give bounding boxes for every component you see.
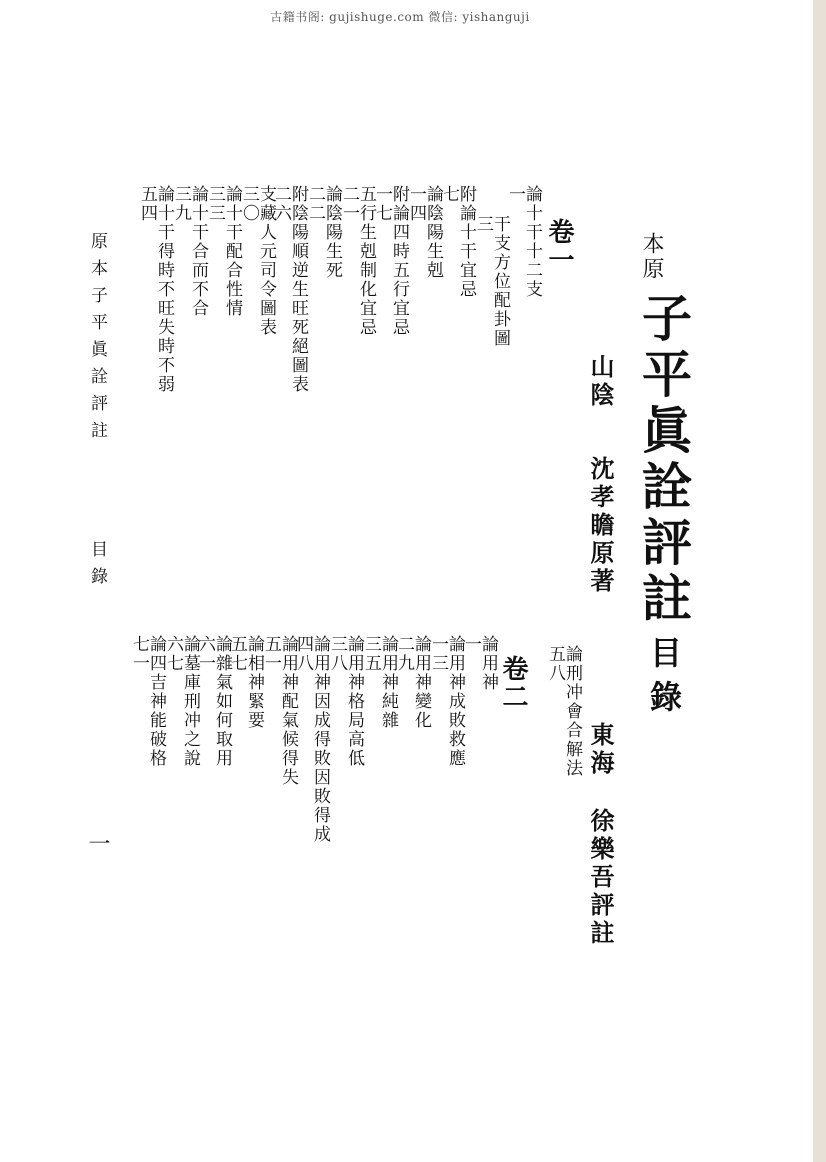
toc-entry-page: 六一 <box>195 635 215 673</box>
toc-entry[interactable] <box>206 185 240 595</box>
toc-entry-title: 附陰陽順逆生旺死絕圖表 <box>288 185 308 394</box>
toc-entry[interactable] <box>362 635 396 1045</box>
toc-entry-page: 五一 <box>261 635 281 673</box>
toc-entry-page: 三〇 <box>239 185 259 223</box>
toc-entry-title: 干支方位配卦圖 <box>490 215 510 348</box>
toc-entry[interactable] <box>462 635 496 1045</box>
toc-entry[interactable] <box>395 635 429 1045</box>
toc-entry[interactable] <box>172 185 206 595</box>
toc-entry-page: 五八 <box>545 645 565 683</box>
toc-entry[interactable] <box>407 185 441 595</box>
toc-entry[interactable] <box>306 185 340 595</box>
toc-entry-page: 六七 <box>163 635 183 673</box>
toc-entry-title: 論用神變化 <box>411 635 431 730</box>
toc-entry[interactable] <box>340 185 374 595</box>
running-head-section: 目錄 <box>87 540 107 594</box>
toc-entry[interactable] <box>328 635 362 1045</box>
toc-entry-title: 論十干配合性情 <box>222 185 242 318</box>
toc-entry-page: 一三 <box>428 635 448 673</box>
toc-entry[interactable] <box>228 635 262 1045</box>
toc-entry[interactable] <box>240 185 274 595</box>
toc-entry-page: 二二 <box>305 185 325 223</box>
leaf-number: 一 <box>85 832 110 864</box>
toc-entry-page: 二九 <box>394 635 414 673</box>
toc-entry-title: 論雜氣如何取用 <box>212 635 232 768</box>
toc-entry-title: 論用神 <box>478 635 498 692</box>
toc-entry[interactable] <box>429 635 463 1045</box>
watermark-text: 古籍书阁: gujishuge.com 微信: yishanguji <box>270 10 530 24</box>
toc-entry-title: 論用神配氣候得失 <box>278 635 298 787</box>
toc-entry-page: 三九 <box>171 185 191 223</box>
toc-entry-title: 論用神格局高低 <box>344 635 364 768</box>
toc-entry-page: 三八 <box>327 635 347 673</box>
toc-entry[interactable] <box>196 635 230 1045</box>
toc-entry-title: 論墓庫刑冲之說 <box>180 635 200 768</box>
toc-entry-page: 七一 <box>129 635 149 673</box>
volume-2-label: 卷二 <box>498 655 528 711</box>
toc-entry-page: 三五 <box>361 635 381 673</box>
toc-entry[interactable] <box>262 635 296 1045</box>
toc-entry-page: 一七 <box>372 185 392 223</box>
author-2-name: 徐樂吾評註 <box>586 808 615 948</box>
toc-entry[interactable] <box>294 635 328 1045</box>
toc-entry[interactable] <box>440 185 474 595</box>
toc-entry-title: 論用神成敗救應 <box>445 635 465 768</box>
toc-entry-page: 一 <box>461 635 481 654</box>
author-1-name: 沈孝瞻原著 <box>586 456 615 596</box>
toc-entry-page: 四八 <box>293 635 313 673</box>
toc-entry-title: 論刑冲會合解法 <box>562 645 582 778</box>
toc-entry-title: 論用神純雜 <box>378 635 398 730</box>
author-1-place: 山陰 <box>586 354 615 410</box>
toc-entry[interactable] <box>373 185 407 595</box>
toc-entry[interactable] <box>130 635 164 1045</box>
book-title: 子平眞詮評註 <box>634 292 693 628</box>
toc-entry[interactable] <box>272 185 306 595</box>
toc-entry-page: 七 <box>439 185 459 204</box>
toc-entry-title: 論相神緊要 <box>244 635 264 730</box>
toc-entry-title: 論十干得時不旺失時不弱 <box>154 185 174 394</box>
toc-entry-page: 三 <box>473 215 493 234</box>
toc-entry-title: 論陰陽生剋 <box>423 185 443 280</box>
toc-entry-title: 論十干十二支 <box>522 185 542 299</box>
toc-entry-title: 論用神因成得敗因敗得成 <box>310 635 330 844</box>
volume-1-label: 卷一 <box>544 218 574 274</box>
toc-entry[interactable] <box>506 185 540 595</box>
toc-entry[interactable] <box>138 185 172 595</box>
toc-entry-page: 三三 <box>205 185 225 223</box>
toc-entry-page: 一四 <box>406 185 426 223</box>
toc-entry-title: 論四吉神能破格 <box>146 635 166 768</box>
title-suffix: 目錄 <box>645 636 683 724</box>
toc-entry-page: 二一 <box>339 185 359 223</box>
toc-entry-page: 五七 <box>227 635 247 673</box>
toc-entry[interactable] <box>474 215 508 595</box>
toc-entry-title: 附論十干宜忌 <box>456 185 476 299</box>
toc-entry[interactable] <box>546 645 580 1045</box>
toc-entry-title: 附論四時五行宜忌 <box>389 185 409 337</box>
toc-entry-page: 一 <box>505 185 525 204</box>
toc-entry-page: 二六 <box>271 185 291 223</box>
title-prefix: 本原 <box>639 232 664 282</box>
toc-entry-title: 論十干合而不合 <box>188 185 208 318</box>
toc-entry[interactable] <box>164 635 198 1045</box>
toc-entry-title: 論陰陽生死 <box>322 185 342 280</box>
toc-entry-title: 五行生剋制化宜忌 <box>356 185 376 337</box>
running-head-title: 原本子平眞詮評註 <box>87 232 107 448</box>
page-edge-strip <box>813 0 826 1162</box>
toc-entry-page: 五四 <box>137 185 157 223</box>
toc-entry-title: 支藏人元司令圖表 <box>256 185 276 337</box>
author-2-place: 東海 <box>586 722 615 778</box>
